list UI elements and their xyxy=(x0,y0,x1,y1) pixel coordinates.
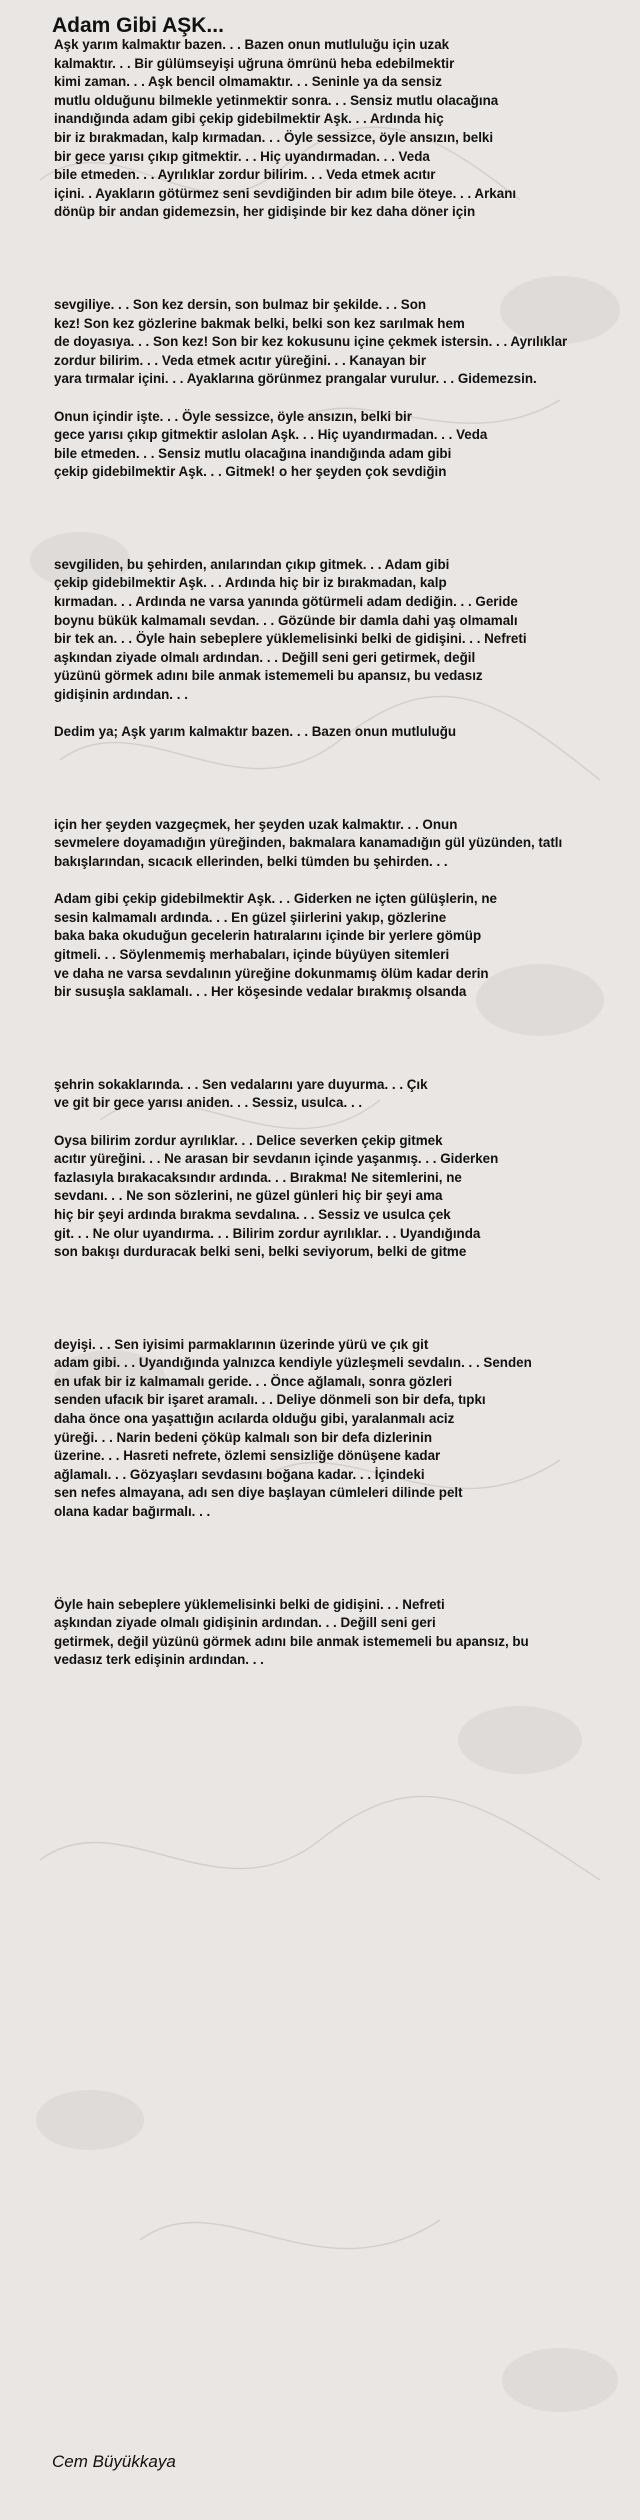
poem-body xyxy=(54,36,640,1689)
poem-stanza: için her şeyden vazgeçmek, her şeyden uzak kalmaktır. . . Onun sevmelere doyamadığın yüreğinden, bakmalara kanamadığın gül yüzünden, tatlı bakışlarından, sıcacık ellerinden, belki tümden bu şehirden. . . xyxy=(54,816,563,869)
poem-stanza: şehrin sokaklarında. . . Sen vedalarını yare duyurma. . . Çık ve git bir gece yarısı aniden. . . Sessiz, usulca. . . xyxy=(54,1076,428,1111)
poem-stanza: Onun içindir işte. . . Öyle sessizce, öyle ansızın, belki bir gece yarısı çıkıp gitmektir aslolan Aşk. . . Hiç uyandırmadan. . . Veda bile etmeden. . . Sensiz mutlu olacağına inandığında adam gibi çekip gidebilmektir Aşk. . . Gitmek! o her şeyden çok sevdiğin xyxy=(54,408,488,480)
ornament-swirl xyxy=(140,2220,440,2249)
poem-stanza: sevgiliye. . . Son kez dersin, son bulmaz bir şekilde. . . Son kez! Son kez gözlerine bakmak belki, belki son kez sarılmak hem de doyasıya. . . Son kez! Son bir kez kokusunu içine çekmek istersin. . . Ayrılıklar zordur bilirim. . . Veda etmek acıtır yüreğini. . . Kanayan bir yara tırmalar içini. . . Ayaklarına görünmez prangalar vurulur. . . Gidemezsin. xyxy=(54,296,568,387)
ornament-blot xyxy=(36,2090,144,2150)
poem-stanza: sevgiliden, bu şehirden, anılarından çıkıp gitmek. . . Adam gibi çekip gidebilmektir Aşk. . . Ardında hiç bir iz bırakmadan, kalp kırmadan. . . Ardında ne varsa yanında götürmeli adam dediğin. . . Geride boynu bükük kalmamalı sevdan. . . Gözünde bir damla dahi yaş olmamalı bir tek an. . . Öyle hain sebeplere yüklemelisinki belki de gidişini. . . Nefreti aşkından ziyade olmalı ardından. . . Değill seni geri getirmek, değil yüzünü görmek adını bile anmak istememeli bu apansız, bu vedasız gidişinin ardından. . . xyxy=(54,556,527,703)
poem-stanza: Aşk yarım kalmaktır bazen. . . Bazen onun mutluluğu için uzak kalmaktır. . . Bir gülümseyişi uğruna ömrünü heba edebilmektir kimi zaman. . . Aşk bencil olmamaktır. . . Seninle ya da sensiz mutlu olduğunu bilmekle yetinmektir sonra. . . Sensiz mutlu olacağına inandığında adam gibi çekip gidebilmektir Aşk. . . Ardında hiç bir iz bırakmadan, kalp kırmadan. . . Öyle sessizce, öyle ansızın, belki bir gece yarısı çıkıp gitmektir. . . Hiç uyandırmadan. . . Veda bile etmeden. . . Ayrılıklar zordur bilirim. . . Veda etmek acıtır içini. . Ayakların götürmez seni sevdiğinden bir adım bile öteye. . . Arkanı dönüp bir andan gidemezsin, her gidişinde bir kez daha döner için xyxy=(54,37,517,220)
ornament-swirl xyxy=(40,1796,600,1880)
poem-stanza: Öyle hain sebeplere yüklemelisinki belki de gidişini. . . Nefreti aşkından ziyade olmalı gidişinin ardından. . . Değill seni geri getirmek, değil yüzünü görmek adını bile anmak istememeli bu apansız, bu vedasız terk edişinin ardından. . . xyxy=(54,1596,529,1668)
poem-stanza: deyişi. . . Sen iyisimi parmaklarının üzerinde yürü ve çık git adam gibi. . . Uyandığında yalnızca kendiyle yüzleşmeli sevdalın. . . Senden en ufak bir iz kalmamalı geride. . . Önce ağlamalı, sonra gözleri senden ufacık bir işaret aramalı. . . Deliye dönmeli son bir defa, tıpkı daha önce ona yaşattığın acılarda olduğu gibi, yaralanmalı aciz yüreği. . . Narin bedeni çöküp kalmalı son bir defa dizlerinin üzerine. . . Hasreti nefrete, özlemi sensizliğe dönüşene kadar ağlamalı. . . Gözyaşları sevdasını boğana kadar. . . İçindeki sen nefes almayana, adı sen diye başlayan cümleleri dilinde pelt olana kadar bağırmalı. . . xyxy=(54,1336,532,1520)
ornament-blot xyxy=(458,1706,582,1774)
poem-stanza: Oysa bilirim zordur ayrılıklar. . . Delice severken çekip gitmek acıtır yüreğini. . . Ne arasan bir sevdanın içinde yaşanmış. . . Giderken fazlasıyla bırakacaksındır ardında. . . Bırakma! Ne sitemlerini, ne sevdanı. . . Ne son sözlerini, ne güzel günleri hiç bir şeyi ama hiç bir şeyi ardında bırakma sevdalına. . . Sessiz ve usulca çek git. . . Ne olur uyandırma. . . Bilirim zordur ayrılıklar. . . Uyandığında son bakışı durduracak belki seni, belki seviyorum, belki de gitme xyxy=(54,1132,499,1260)
poem-stanza: Adam gibi çekip gidebilmektir Aşk. . . Giderken ne içten gülüşlerin, ne sesin kalmamalı ardında. . . En güzel şiirlerini yakıp, gözlerine baka baka okuduğun gecelerin hatıralarını içinde bir yerlere gömüp gitmeli. . . Söylenmemiş merhabaları, içinde büyüyen sitemleri ve daha ne varsa sevdalının yüreğine dokunmamış ölüm kadar derin bir susuşla saklamalı. . . Her köşesinde vedalar bırakmış olsanda xyxy=(54,891,497,1000)
poem-stanza: Dedim ya; Aşk yarım kalmaktır bazen. . . Bazen onun mutluluğu xyxy=(54,724,457,740)
ornament-blot xyxy=(502,2348,618,2412)
poem-author: Cem Büyükkaya xyxy=(52,2452,176,2471)
poem-title: Adam Gibi AŞK... xyxy=(52,14,224,37)
